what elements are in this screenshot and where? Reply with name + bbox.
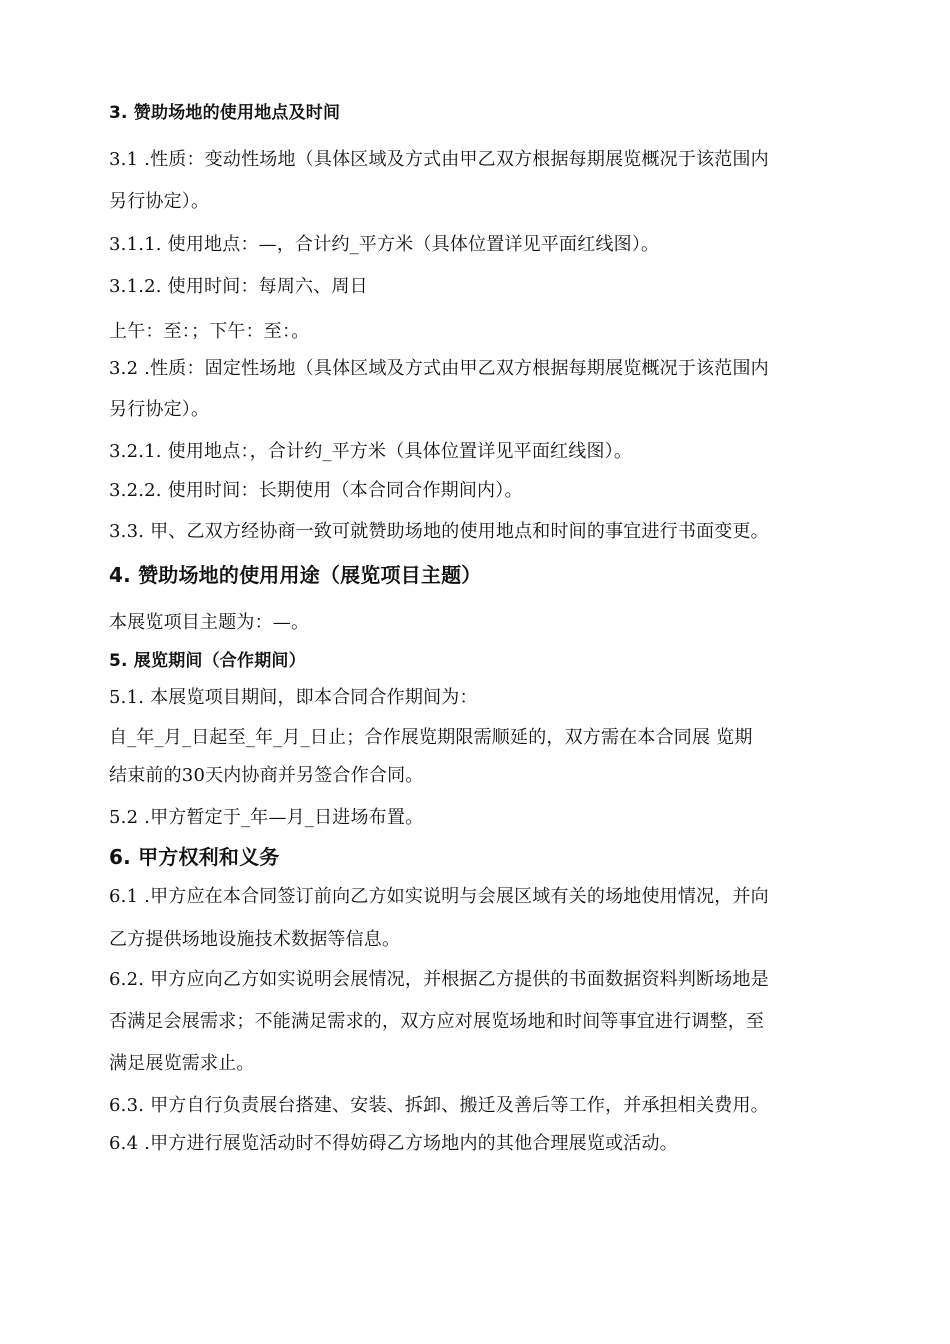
paragraph-5-1-detail: 自_年_月_日起至_年_月_日止；合作展览期限需顺延的，双方需在本合同展 览期 (109, 727, 753, 748)
paragraph-3-1-2: 3.1.2. 使用时间：每周六、周日 (109, 276, 368, 297)
paragraph-5-1-cont: 结束前的30天内协商并另签合作合同。 (109, 765, 424, 786)
paragraph-3-1-1: 3.1.1. 使用地点：—，合计约_平方米（具体位置详见平面红线图）。 (109, 234, 660, 255)
paragraph-6-1: 6.1 .甲方应在本合同签订前向乙方如实说明与会展区域有关的场地使用情况，并向 (109, 886, 769, 907)
paragraph-6-2: 6.2. 甲方应向乙方如实说明会展情况，并根据乙方提供的书面数据资料判断场地是 (109, 969, 769, 990)
paragraph-6-2-end: 满足展览需求止。 (109, 1053, 255, 1074)
paragraph-5-2: 5.2 .甲方暂定于_年—月_日进场布置。 (109, 807, 424, 828)
paragraph-time-range: 上午：至：；下午：至：。 (109, 321, 310, 342)
paragraph-3-1: 3.1 .性质：变动性场地（具体区域及方式由甲乙双方根据每期展览概况于该范围内 (109, 149, 769, 170)
paragraph-4-body: 本展览项目主题为：—。 (109, 612, 310, 633)
paragraph-3-2-1: 3.2.1. 使用地点：，合计约_平方米（具体位置详见平面红线图）。 (109, 441, 633, 462)
paragraph-3-2-2: 3.2.2. 使用时间：长期使用（本合同合作期间内）。 (109, 480, 523, 501)
section-heading-4: 4. 赞助场地的使用用途（展览项目主题） (109, 563, 482, 587)
section-heading-3: 3. 赞助场地的使用地点及时间 (109, 103, 341, 123)
paragraph-3-1-cont: 另行协定）。 (109, 191, 210, 212)
paragraph-3-2: 3.2 .性质：固定性场地（具体区域及方式由甲乙双方根据每期展览概况于该范围内 (109, 358, 769, 379)
section-heading-6: 6. 甲方权利和义务 (109, 845, 280, 869)
paragraph-6-4: 6.4 .甲方进行展览活动时不得妨碍乙方场地内的其他合理展览或活动。 (109, 1133, 678, 1154)
paragraph-6-2-cont: 否满足会展需求；不能满足需求的，双方应对展览场地和时间等事宜进行调整，至 (109, 1011, 765, 1032)
paragraph-3-3: 3.3. 甲、乙双方经协商一致可就赞助场地的使用地点和时间的事宜进行书面变更。 (109, 521, 769, 542)
paragraph-3-2-cont: 另行协定）。 (109, 399, 210, 420)
section-heading-5: 5. 展览期间（合作期间） (109, 651, 306, 671)
paragraph-6-3: 6.3. 甲方自行负责展台搭建、安装、拆卸、搬迁及善后等工作，并承担相关费用。 (109, 1095, 769, 1116)
paragraph-6-1-cont: 乙方提供场地设施技术数据等信息。 (109, 929, 401, 950)
paragraph-5-1: 5.1. 本展览项目期间，即本合同合作期间为： (109, 687, 478, 708)
